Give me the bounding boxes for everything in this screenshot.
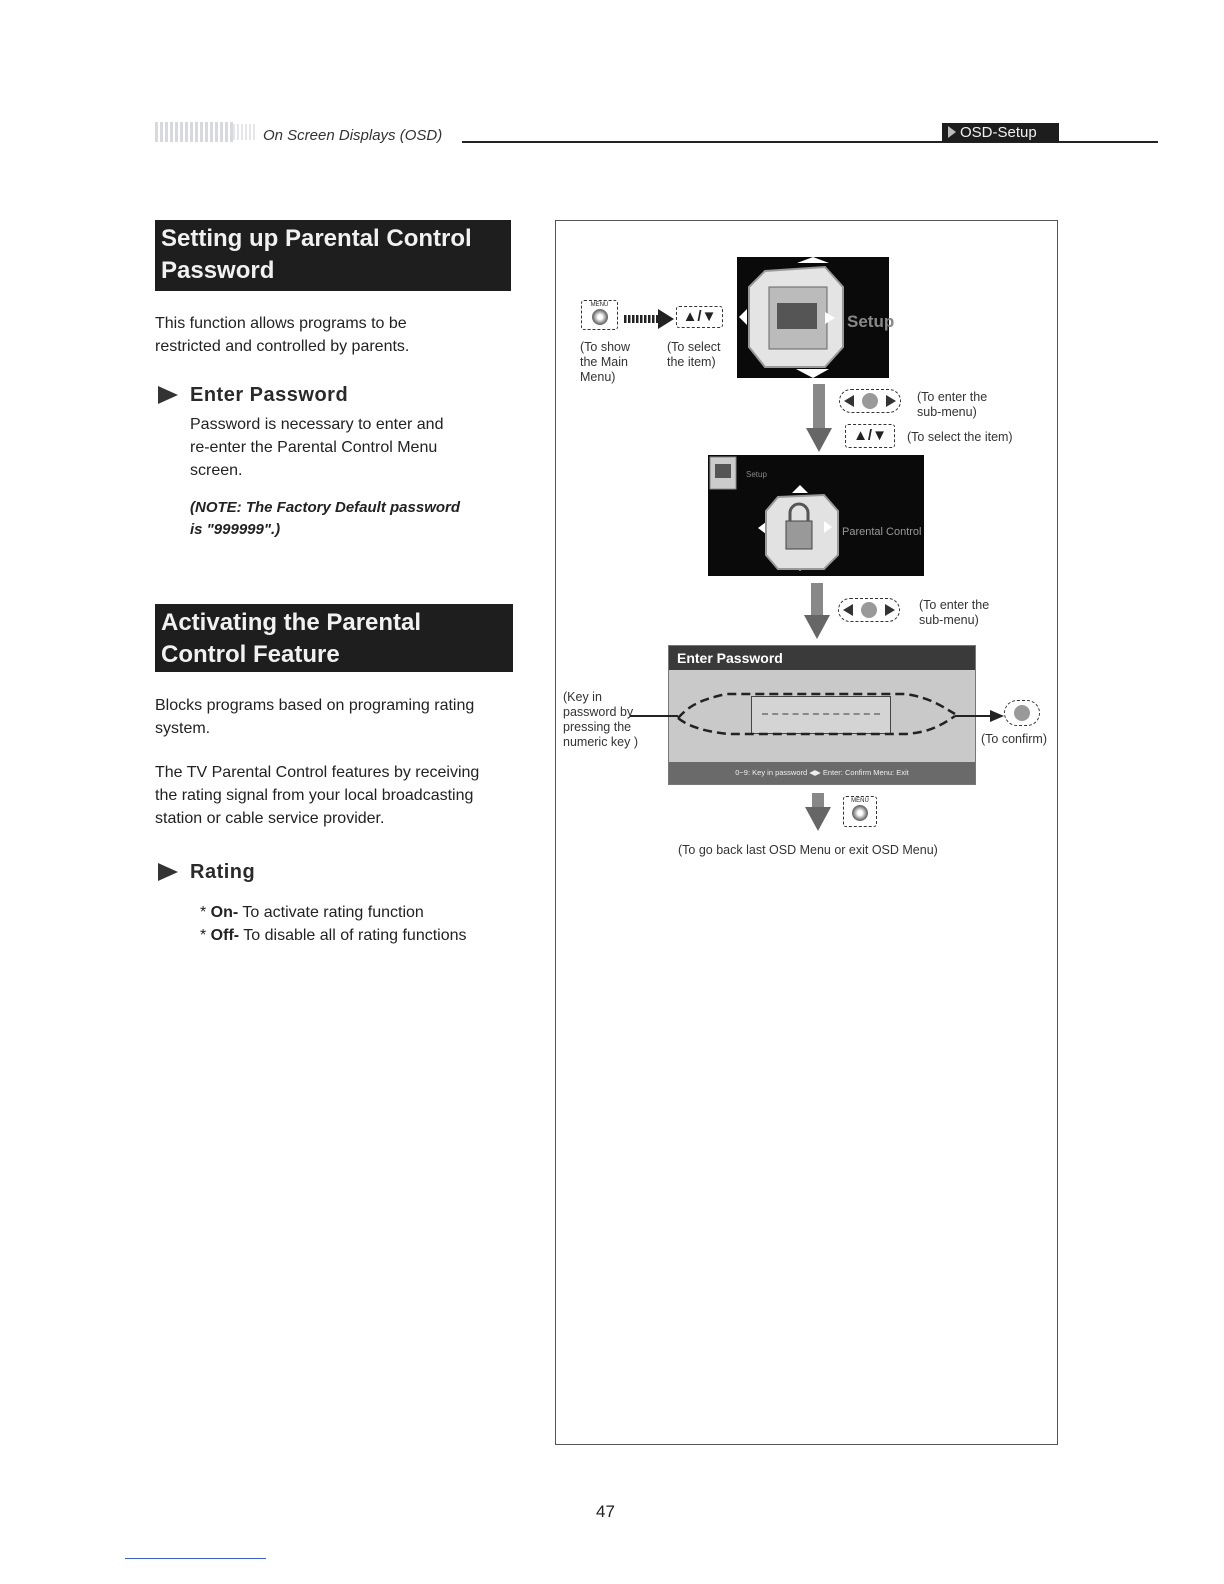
rating-off-text: To disable all of rating functions [239, 927, 467, 944]
rating-on-label: On- [210, 904, 239, 921]
text-line: (To enter the [917, 390, 988, 404]
left-right-key-graphic [840, 390, 900, 412]
text-line: restricted and controlled by parents. [155, 338, 410, 355]
text-line: (NOTE: The Factory Default password [190, 499, 461, 516]
text-line: (To show [580, 340, 631, 354]
osd-setup-screen [737, 257, 895, 378]
text-line: sub-menu) [917, 405, 977, 419]
header-badge [942, 123, 1059, 142]
text-line: Blocks programs based on programing rating [155, 697, 475, 714]
caption-select-item-2: (To select the item) [907, 430, 1013, 444]
up-down-key-icon: ▲/▼ [676, 306, 723, 328]
factory-default-note [190, 497, 530, 541]
rating-on-text: To activate rating function [238, 904, 424, 921]
text-line: system. [155, 720, 211, 737]
enter-password-heading [158, 384, 348, 407]
menu-key-icon [843, 796, 877, 827]
section-heading-activating [155, 604, 513, 672]
play-icon [948, 126, 956, 138]
setup-menu-label: Setup [847, 312, 895, 331]
header-badge-label: OSD-Setup [960, 124, 1037, 141]
rating-title: Rating [190, 861, 256, 883]
text-line: is "999999".) [190, 521, 281, 538]
header-section-title: On Screen Displays (OSD) [263, 127, 443, 144]
rating-heading [158, 861, 255, 884]
footer-rule [125, 1558, 266, 1559]
page-number: 47 [596, 1502, 615, 1521]
text-line: Password is necessary to enter and [190, 416, 444, 433]
osd-parental-control-screen [708, 455, 924, 576]
caption-key-in-password [563, 690, 638, 750]
arrow-bullet-icon [158, 386, 178, 404]
parental-control-label: Parental Control [842, 526, 922, 538]
text-line: The TV Parental Control features by receiving [155, 764, 480, 781]
rating-off-label: Off- [210, 927, 240, 944]
up-down-key-icon: ▲/▼ [845, 424, 895, 448]
header-decoration-fade [233, 124, 257, 140]
section-heading-line: Password [161, 257, 275, 284]
section-heading-line: Setting up Parental Control [161, 225, 472, 252]
header-decoration [155, 122, 233, 142]
text-line: the Main [580, 355, 628, 369]
button-knob [852, 805, 868, 821]
rating-signal-paragraph [155, 761, 545, 830]
caption-enter-submenu-2 [919, 598, 989, 628]
enter-password-footer: 0~9: Key in password ◀▶ Enter: Confirm Menu: Exit [669, 762, 975, 784]
down-arrow-icon [804, 583, 830, 639]
menu-key-label: MENU [590, 302, 609, 308]
text-line: numeric key ) [563, 735, 639, 749]
menu-key-icon [581, 300, 618, 330]
enter-password-title: Enter Password [190, 384, 349, 406]
dashed-connector [630, 680, 1015, 740]
right-arrow-icon [624, 308, 676, 330]
text-line: the item) [667, 355, 716, 369]
arrow-bullet-icon [158, 863, 178, 881]
section-heading-line: Activating the Parental [161, 609, 422, 636]
text-line: station or cable service provider. [155, 810, 385, 827]
text-line: (To select [667, 340, 721, 354]
caption-enter-submenu [917, 390, 987, 420]
parental-cube-graphic [708, 455, 924, 576]
enter-password-titlebar: Enter Password [669, 646, 975, 670]
section-heading-line: Control Feature [161, 641, 340, 668]
rating-options-list [200, 901, 540, 947]
text-line: Menu) [580, 370, 616, 384]
left-enter-right-key-icon [838, 598, 900, 622]
text-line: (To enter the [919, 598, 990, 612]
setup-small-label: Setup [746, 470, 767, 479]
text-line: re-enter the Parental Control Menu [190, 439, 438, 456]
blocks-paragraph [155, 694, 545, 740]
text-line: the rating signal from your local broadcasting [155, 787, 474, 804]
caption-show-main-menu [580, 340, 630, 385]
left-enter-right-key-icon [839, 389, 901, 413]
intro-paragraph [155, 312, 535, 358]
enter-key-icon [1004, 700, 1040, 726]
text-line: password by [563, 705, 634, 719]
caption-confirm: (To confirm) [981, 732, 1047, 746]
text-line: This function allows programs to be [155, 315, 407, 332]
down-arrow-icon [806, 384, 832, 452]
text-line: (Key in [563, 690, 602, 704]
text-line: sub-menu) [919, 613, 979, 627]
section-heading-parental-password [155, 220, 511, 291]
text-line: screen. [190, 462, 243, 479]
button-knob [1014, 705, 1030, 721]
button-knob [592, 309, 608, 325]
left-right-key-graphic [839, 599, 899, 621]
enter-password-paragraph [190, 413, 530, 482]
down-arrow-icon [805, 793, 831, 831]
rating-option-off: * Off- To disable all of rating functions [200, 927, 467, 944]
text-line: pressing the [563, 720, 632, 734]
caption-go-back: (To go back last OSD Menu or exit OSD Menu) [678, 843, 938, 857]
rating-option-on: * On- To activate rating function [200, 904, 424, 921]
caption-select-item [667, 340, 721, 370]
menu-key-label: MENU [851, 798, 869, 804]
